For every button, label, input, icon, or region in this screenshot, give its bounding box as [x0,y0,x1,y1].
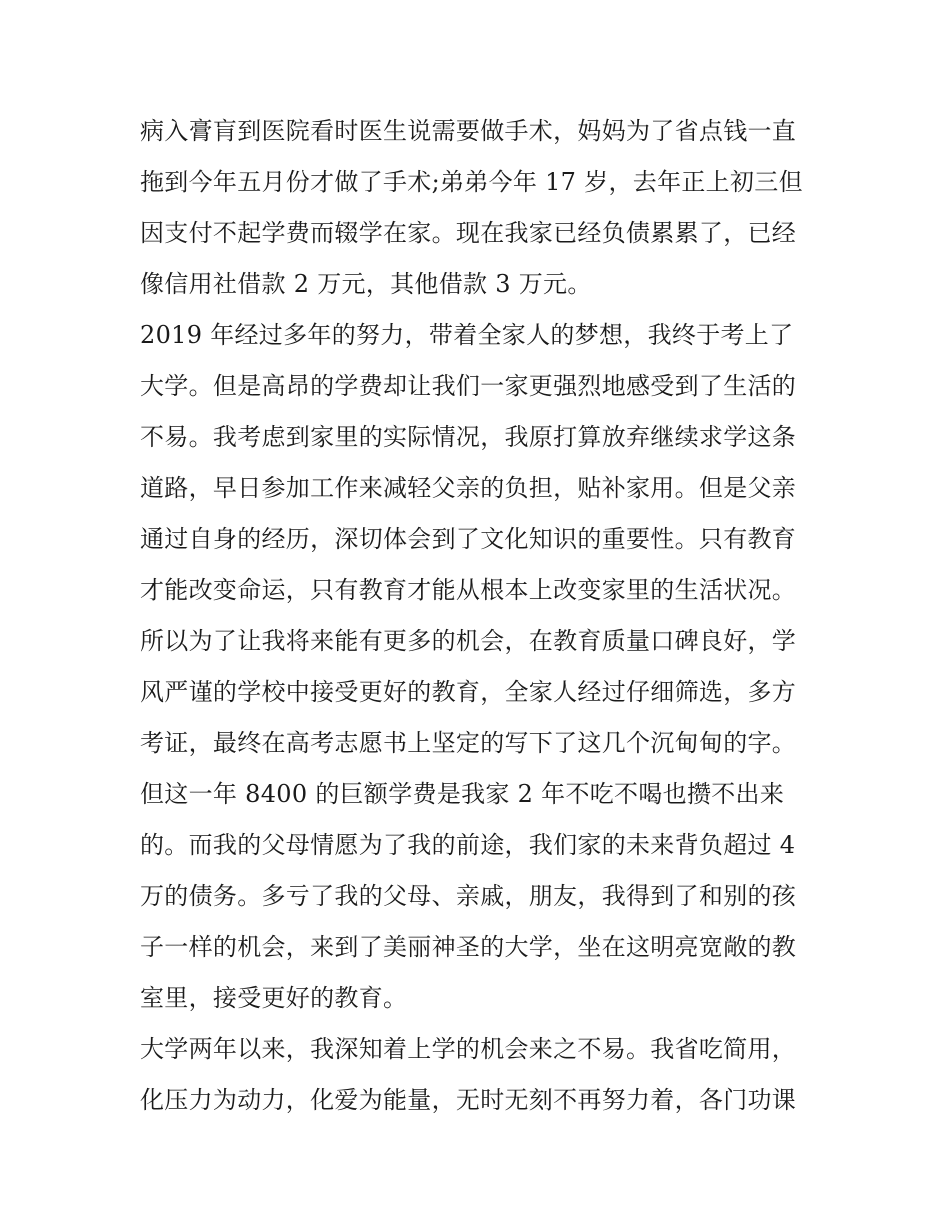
text-line: 大学两年以来，我深知着上学的机会来之不易。我省吃简用， [140,1035,797,1063]
text-line: 但这一年 8400 的巨额学费是我家 2 年不吃不喝也攒不出来 [140,780,785,808]
text-line: 的。而我的父母情愿为了我的前途，我们家的未来背负超过 4 [140,831,796,859]
text-line: 不易。我考虑到家里的实际情况，我原打算放弃继续求学这条 [140,423,797,451]
text-line: 风严谨的学校中接受更好的教育，全家人经过仔细筛选，多方 [140,678,797,706]
text-line: 子一样的机会，来到了美丽神圣的大学，坐在这明亮宽敞的教 [140,933,797,961]
text-line: 拖到今年五月份才做了手术;弟弟今年 17 岁，去年正上初三但 [140,168,803,196]
text-line: 通过自身的经历，深切体会到了文化知识的重要性。只有教育 [140,525,797,553]
text-line: 所以为了让我将来能有更多的机会，在教育质量口碑良好，学 [140,627,797,655]
text-line: 因支付不起学费而辍学在家。现在我家已经负债累累了，已经 [140,219,797,247]
text-line: 2019 年经过多年的努力，带着全家人的梦想，我终于考上了 [140,321,794,349]
text-line: 万的债务。多亏了我的父母、亲戚，朋友，我得到了和别的孩 [140,882,797,910]
text-line: 病入膏肓到医院看时医生说需要做手术，妈妈为了省点钱一直 [140,117,797,145]
text-line: 化压力为动力，化爱为能量，无时无刻不再努力着，各门功课 [140,1086,797,1114]
text-line: 考证，最终在高考志愿书上坚定的写下了这几个沉甸甸的字。 [140,729,797,757]
text-line: 道路，早日参加工作来减轻父亲的负担，贴补家用。但是父亲 [140,474,797,502]
text-line: 室里，接受更好的教育。 [140,984,408,1012]
text-line: 才能改变命运，只有教育才能从根本上改变家里的生活状况。 [140,576,797,604]
text-line: 大学。但是高昂的学费却让我们一家更强烈地感受到了生活的 [140,372,797,400]
text-line: 像信用社借款 2 万元，其他借款 3 万元。 [140,270,592,298]
body-text [140,106,830,1126]
